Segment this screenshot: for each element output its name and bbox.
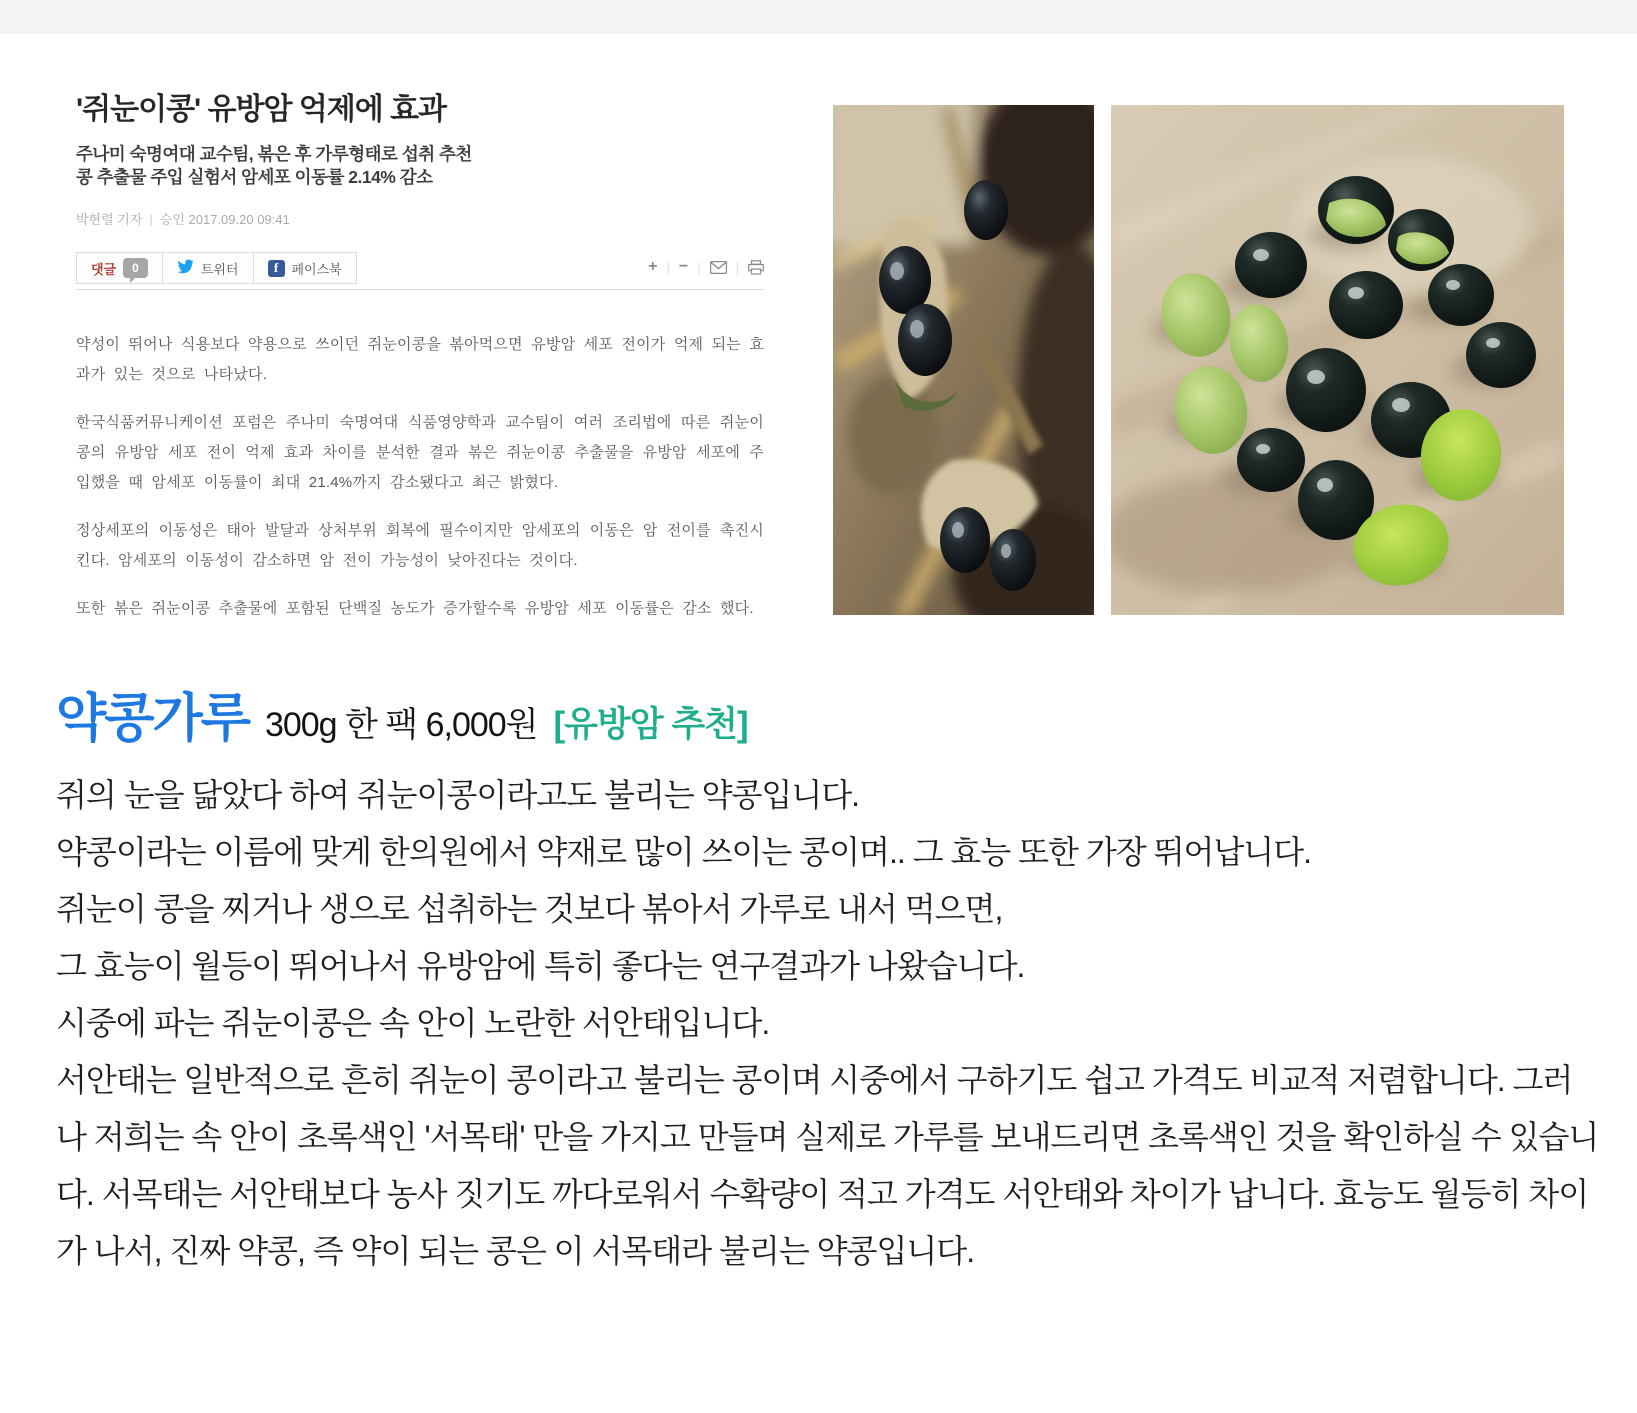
product-recommend-tag: [유방암 추천] <box>553 705 748 744</box>
social-buttons <box>76 252 357 289</box>
product-price: 300g 한 팩 6,000원 <box>264 706 538 744</box>
print-icon[interactable] <box>748 260 764 275</box>
product-desc-line: 그 효능이 월등이 뛰어나서 유방암에 특히 좋다는 연구결과가 나왔습니다. <box>56 948 1025 984</box>
bean-pods-photo <box>833 105 1094 615</box>
news-byline <box>76 209 764 228</box>
news-title: '쥐눈이콩' 유방암 억제에 효과 <box>76 93 447 126</box>
comment-count-badge: 0 <box>123 258 148 278</box>
product-desc-line: 쥐눈이 콩을 찌거나 생으로 섭취하는 것보다 볶아서 가루로 내서 먹으면, <box>56 891 1003 927</box>
product-desc-line: 쥐의 눈을 닮았다 하여 쥐눈이콩이라고도 불리는 약콩입니다. <box>56 777 860 813</box>
tool-separator: | <box>666 259 670 275</box>
product-section <box>56 676 1601 1280</box>
comment-label: 댓글 <box>91 261 117 277</box>
product-title-row <box>56 676 1601 751</box>
product-desc-line: 약콩이라는 이름에 맞게 한의원에서 약재로 많이 쓰이는 콩이며.. 그 효능 또한 가장 뛰어납니다. <box>56 834 1312 870</box>
twitter-label: 트위터 <box>200 261 239 277</box>
font-reduce-icon[interactable]: − <box>678 258 689 275</box>
news-subtitle-line1: 주나미 숙명여대 교수팀, 볶은 후 가루형태로 섭취 추천 <box>76 144 472 164</box>
news-paragraph: 약성이 뛰어나 식용보다 약용으로 쓰이던 쥐눈이콩을 볶아먹으면 유방암 세포 전이가 억제 되는 효과가 있는 것으로 나타났다. <box>76 336 765 383</box>
byline-divider: | <box>149 212 153 227</box>
facebook-icon: f <box>268 260 285 277</box>
comment-button[interactable] <box>76 252 163 284</box>
news-published: 승인 2017.09.20 09:41 <box>159 212 290 227</box>
news-subtitle <box>76 143 764 189</box>
twitter-share-button[interactable] <box>163 252 254 284</box>
news-body <box>76 330 764 624</box>
font-enlarge-icon[interactable]: + <box>648 258 658 275</box>
product-desc-paragraph: 서안태는 일반적으로 흔히 쥐눈이 콩이라고 불리는 콩이며 시중에서 구하기도 쉽고 가격도 비교적 저렴합니다. 그러나 저희는 속 안이 초록색인 '서목태' 만을 가지고 만들며 실제로 가루를 보내드리면 초록색인 것을 확인하실 수 있습니다. 서목태는 서안태보다 농사 짓기도 까다로워서 수확량이 적고 가격도 서안태와 차이가 납니다. 효능도 월등히 차이가 나서, 진짜 약콩, 즉 약이 되는 콩은 이 서목태라 불리는 약콩입니다. <box>56 1062 1599 1269</box>
black-and-green-beans-photo <box>1111 105 1564 615</box>
news-paragraph: 또한 볶은 쥐눈이콩 추출물에 포함된 단백질 농도가 증가할수록 유방암 세포 이동률은 감소 했다. <box>76 600 754 617</box>
tool-separator: | <box>735 259 739 275</box>
social-bar <box>76 252 764 290</box>
news-author: 박현렬 기자 <box>76 212 143 227</box>
top-strip <box>0 0 1637 34</box>
tool-separator: | <box>697 259 701 275</box>
twitter-icon <box>177 259 194 277</box>
news-subtitle-line2: 콩 추출물 주입 실험서 암세포 이동률 2.14% 감소 <box>76 167 433 187</box>
facebook-label: 페이스북 <box>291 261 342 277</box>
facebook-share-button[interactable] <box>254 252 357 284</box>
product-desc-line: 시중에 파는 쥐눈이콩은 속 안이 노란한 서안태입니다. <box>56 1005 770 1041</box>
product-name: 약콩가루 <box>56 690 249 748</box>
email-icon[interactable] <box>710 261 727 274</box>
article-tools <box>648 258 764 276</box>
news-paragraph: 정상세포의 이동성은 태아 발달과 상처부위 회복에 필수이지만 암세포의 이동은 암 전이를 촉진시킨다. 암세포의 이동성이 감소하면 암 전이 가능성이 낮아진다는 것이다. <box>76 522 764 569</box>
product-description <box>56 767 1601 1280</box>
news-paragraph: 한국식품커뮤니케이션 포럼은 주나미 숙명여대 식품영양학과 교수팀이 여러 조리법에 따른 쥐눈이콩의 유방암 세포 전이 억제 효과 차이를 분석한 결과 볶은 쥐눈이콩 추출물을 유방암 세포에 주입했을 때 암세포 이동률이 최대 21.4%까지 감소됐다고 최근 밝혔다. <box>76 414 764 491</box>
news-article <box>76 84 764 642</box>
